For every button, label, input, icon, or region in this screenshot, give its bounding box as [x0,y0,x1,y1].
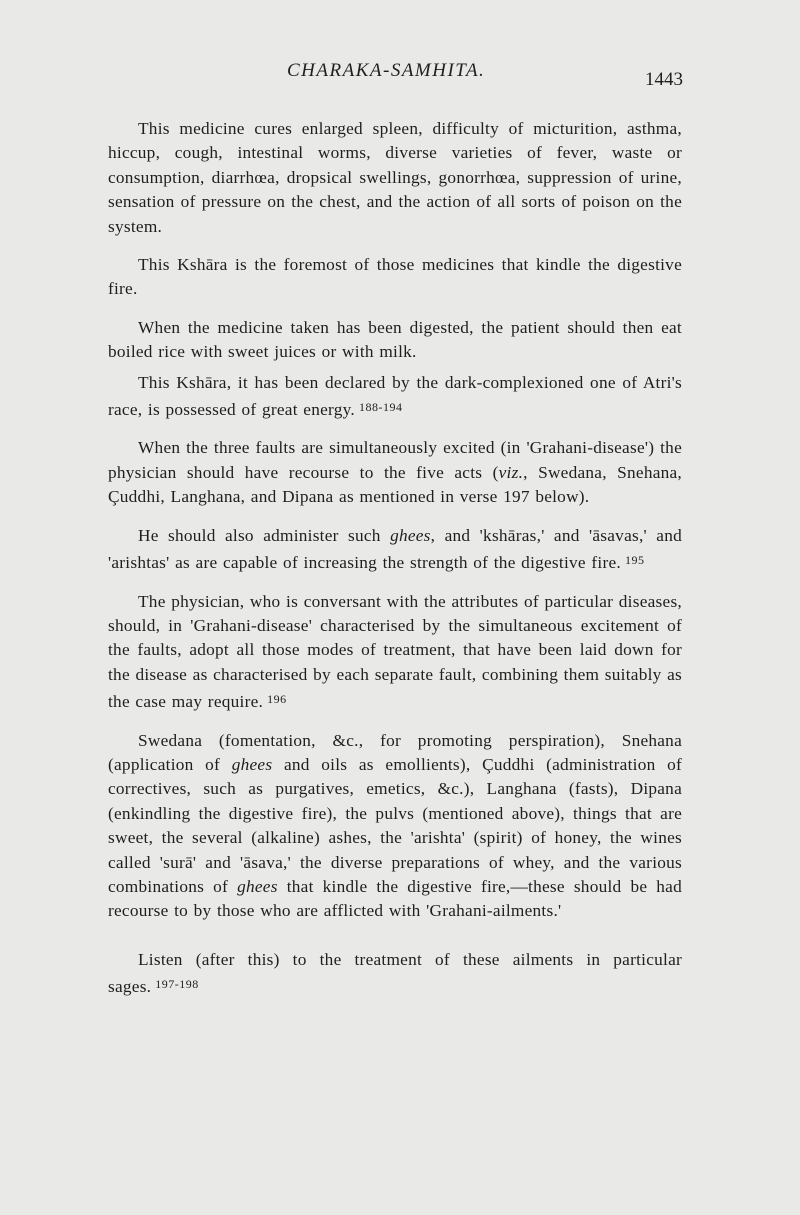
paragraph-atri-declaration: This Kshāra, it has been declared by the dark-complexioned one of Atri's race, is possessed of great energy. $^{188-194}$ [108,372,682,420]
paragraph-kshara-foremost: This Kshāra is the foremost of those medicines that kindle the digestive fire. [108,255,682,299]
verse-reference: 197-198 [155,977,199,992]
paragraph-five-acts: When the three faults are simultaneously excited (in 'Grahani-disease') the physician should have recourse to the five acts (viz., Swedana, Snehana, Çuddhi, Langhana, and Dipana as mentioned in verse 197 below). [108,438,683,507]
verse-reference: 196 [267,692,287,707]
paragraph-listen-after: Listen (after this) to the treatment of these ailments in particular sages. $^{197-198}$ [108,949,682,997]
verse-reference: 188-194 [358,400,403,415]
paragraph-after-digestion: When the medicine taken has been digested, the patient should then eat boiled rice with sweet juices or with milk. [108,317,682,362]
running-title: CHARAKA-SAMHITA. [287,60,486,81]
page-number: 1443 [645,69,683,90]
paragraph-medicine-cures: This medicine cures enlarged spleen, difficulty of micturition, asthma, hiccup, cough, intestinal worms, diverse varieties of fever, waste or consumption, diarrhœa, dropsical swellings, gonorrhœa, suppression of urine, sensation of pressure on the chest, and the action of all sorts of poison on the system. [108,119,682,236]
verse-reference: 195 [624,553,645,568]
paragraph-physician-conversant: The physician, who is conversant with the attributes of particular diseases, should, in 'Grahani-disease' characterised by the simultaneous excitement of the faults, adopt all those modes of treatment, that have been laid down for the disease as characterised by each separate fault, combining them suitably as the case may require. $^{196}$ [108,591,682,712]
page-header [0,60,800,94]
paragraph-ghees-ksharas: He should also administer such ghees, and 'kshāras,' and 'āsavas,' and 'arishtas' as are capable of increasing the strength of the digestive fire. $^{195}$ [108,525,682,573]
body-text [108,117,682,1014]
paragraph-treatments-list: Swedana (fomentation, &c., for promoting perspiration), Snehana (application of ghees and oils as emollients), Çuddhi (administration of correctives, such as purgatives, emetics, &c.), Langhana (fasts), Dipana (enkindling the digestive fire), the pulvs (mentioned above), things that are sweet, the several (alkaline) ashes, the 'arishta' (spirit) of honey, the wines called 'surā' and 'āsava,' the diverse preparations of whey, and the various combinations of ghees that kindle the digestive fire,—these should be had recourse to by those who are afflicted with 'Grahani-ailments.' [108,730,682,921]
